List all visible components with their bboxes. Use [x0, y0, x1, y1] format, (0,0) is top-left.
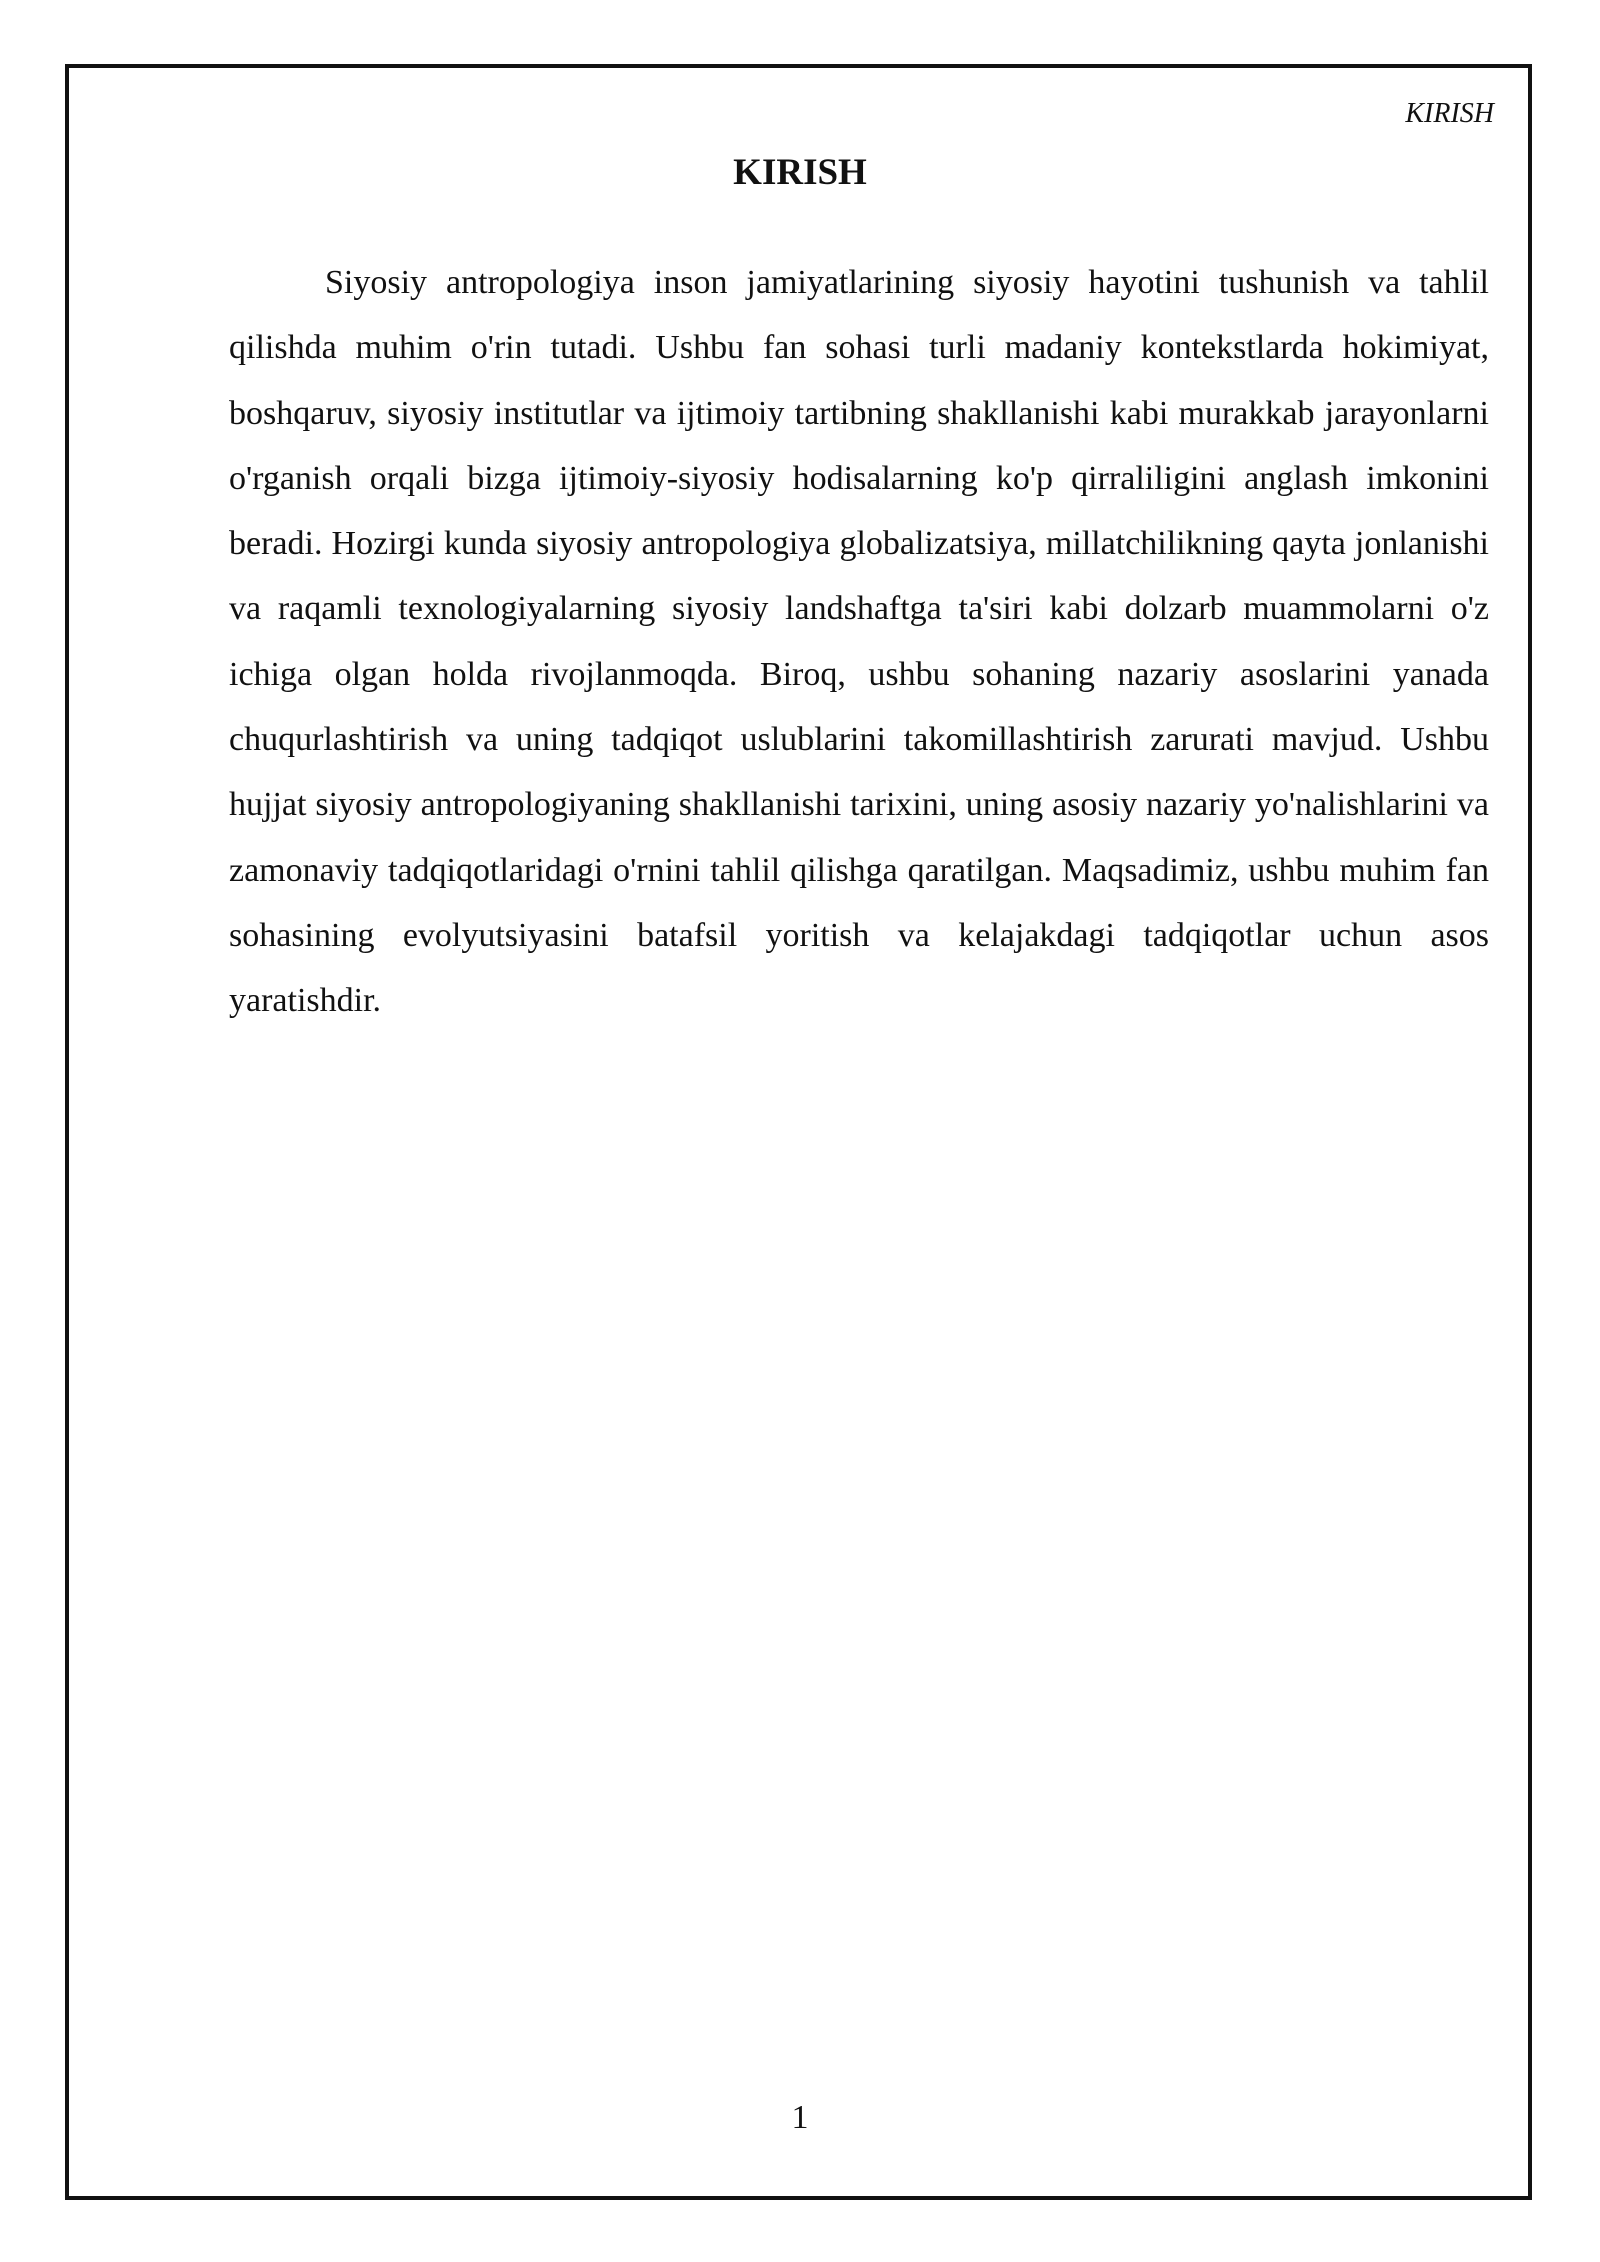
- running-header: KIRISH: [1405, 98, 1494, 129]
- page-title: KIRISH: [733, 152, 867, 193]
- body-paragraph: Siyosiy antropologiya inson jamiyatlarining siyosiy hayotini tushunish va tahlil qilishda muhim o'rin tutadi. Ushbu fan sohasi turli madaniy kontekstlarda hokimiyat, boshqaruv, siyosiy institutlar va ijtimoiy tartibning shakllanishi kabi murakkab jarayonlarni o'rganish orqali bizga ijtimoiy-siyosiy hodisalarning ko'p qirraliligini anglash imkonini beradi. Hozirgi kunda siyosiy antropologiya globalizatsiya, millatchilikning qayta jonlanishi va raqamli texnologiyalarning siyosiy landshaftga ta'siri kabi dolzarb muammolarni o'z ichiga olgan holda rivojlanmoqda. Biroq, ushbu sohaning nazariy asoslarini yanada chuqurlashtirish va uning tadqiqot uslublarini takomillashtirish zarurati mavjud. Ushbu hujjat siyosiy antropologiyaning shakllanishi tarixini, uning asosiy nazariy yo'nalishlarini va zamonaviy tadqiqotlaridagi o'rnini tahlil qilishga qaratilgan. Maqsadimiz, ushbu muhim fan sohasining evolyutsiyasini batafsil yoritish va kelajakdagi tadqiqotlar uchun asos yaratishdir.: [229, 264, 1489, 1020]
- page-number: 1: [791, 2099, 809, 2136]
